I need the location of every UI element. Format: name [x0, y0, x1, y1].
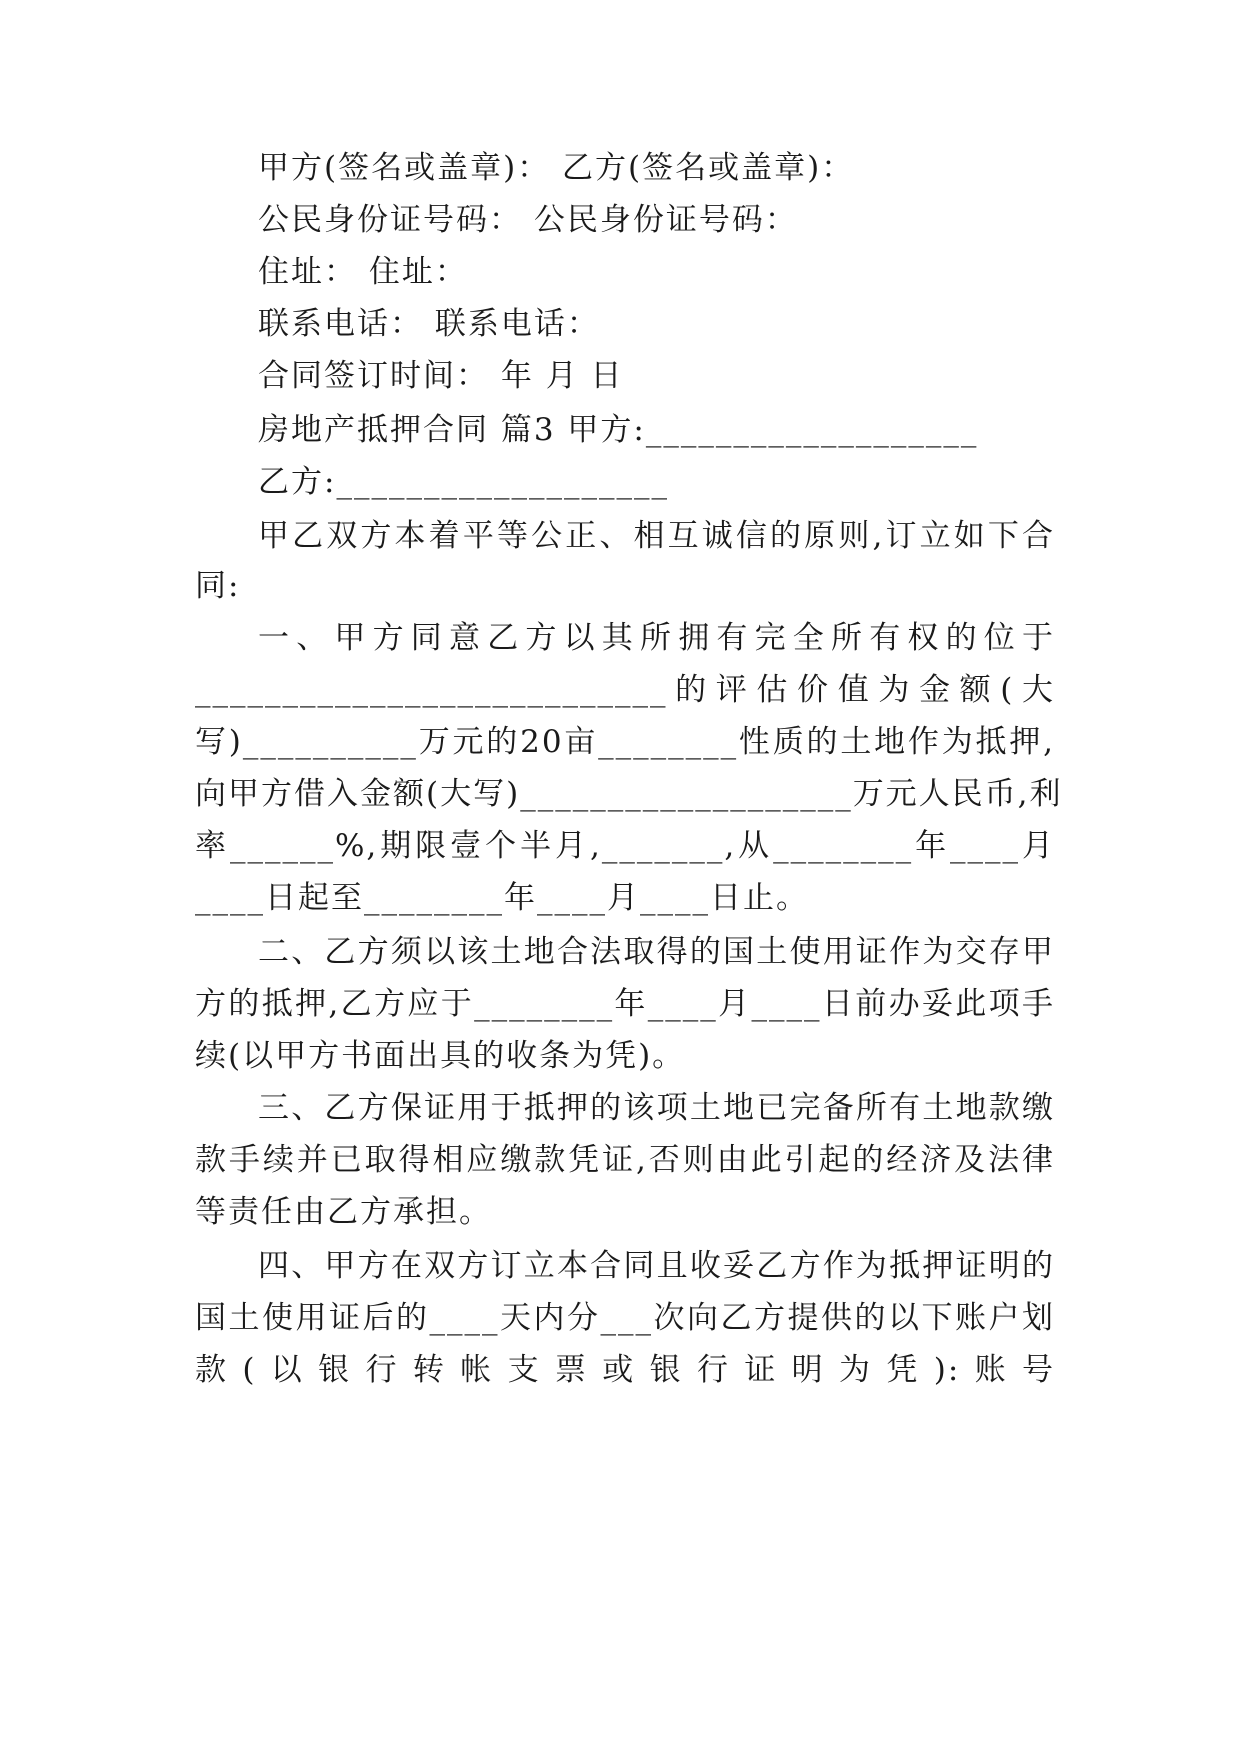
clause-3-line: 款手续并已取得相应缴款凭证,否则由此引起的经济及法律: [195, 1142, 1055, 1178]
clause-4-line: 款(以银行转帐支票或银行证明为凭):账号: [195, 1352, 1055, 1388]
contract-heading: 房地产抵押合同 篇3 甲方:___________________: [258, 412, 979, 448]
clause-2-line: 续(以甲方书面出具的收条为凭)。: [195, 1038, 686, 1074]
clause-1-line: 向甲方借入金额(大写)___________________万元人民币,利: [195, 776, 1063, 812]
clause-4-line: 国土使用证后的____天内分___次向乙方提供的以下账户划: [195, 1300, 1055, 1336]
clause-2-line: 方的抵押,乙方应于________年____月____日前办妥此项手: [195, 986, 1055, 1022]
clause-1-line: 率______%,期限壹个半月,_______,从________年____月: [195, 828, 1055, 864]
clause-3-line: 三、乙方保证用于抵押的该项土地已完备所有土地款缴: [258, 1090, 1055, 1126]
clause-3-line: 等责任由乙方承担。: [195, 1194, 492, 1230]
sign-date-line: 合同签订时间： 年 月 日: [258, 358, 624, 394]
signature-line: 甲方(签名或盖章)： 乙方(签名或盖章)：: [258, 150, 855, 186]
address-line: 住址： 住址：: [258, 254, 468, 290]
clause-4-line: 四、甲方在双方订立本合同且收妥乙方作为抵押证明的: [258, 1248, 1055, 1284]
intro-paragraph-line: 同:: [195, 568, 241, 604]
phone-line: 联系电话： 联系电话：: [258, 306, 600, 342]
clause-1-line: ___________________________的评估价值为金额(大: [195, 672, 1055, 708]
id-number-line: 公民身份证号码： 公民身份证号码：: [258, 202, 798, 238]
clause-1-line: 写)__________万元的20亩________性质的土地作为抵押,: [195, 724, 1055, 760]
clause-2-line: 二、乙方须以该土地合法取得的国土使用证作为交存甲: [258, 934, 1055, 970]
clause-1-line: 一、甲方同意乙方以其所拥有完全所有权的位于: [258, 620, 1055, 656]
clause-1-line: ____日起至________年____月____日止。: [195, 880, 809, 916]
party-b-line: 乙方:___________________: [258, 464, 669, 500]
intro-paragraph-line: 甲乙双方本着平等公正、相互诚信的原则,订立如下合: [258, 518, 1055, 554]
